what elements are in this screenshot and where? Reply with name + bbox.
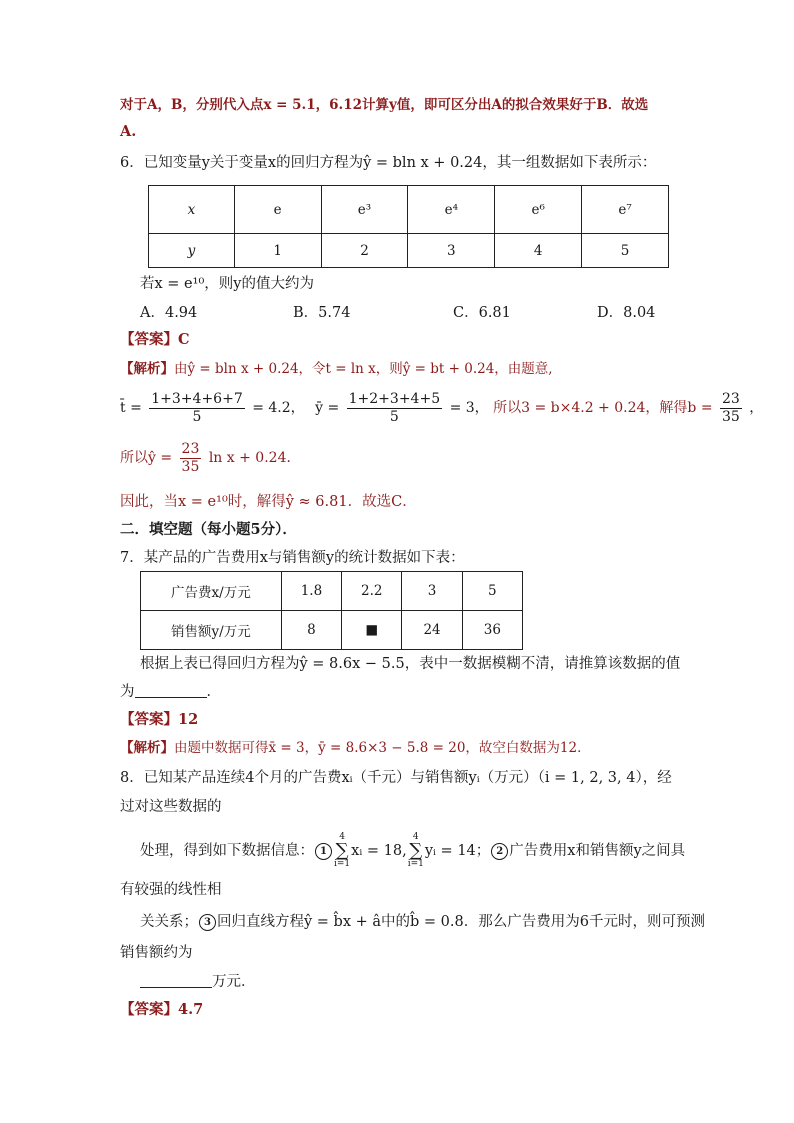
solve-text: 所以3 = b×4.2 + 0.24，解得b = xyxy=(493,400,713,416)
answer-tag: 【答案】 xyxy=(120,1001,178,1018)
ybar-label: ȳ = xyxy=(315,400,340,416)
analysis-tag: 【解析】 xyxy=(120,740,174,756)
q8-line2: 过对这些数据的 xyxy=(120,799,222,815)
q6-row-x xyxy=(149,186,669,234)
q7-stem: 7．某产品的广告费用x与销售额y的统计数据如下表： xyxy=(120,550,465,566)
q6-answer xyxy=(120,330,190,350)
q7-ad-cell: 1.8 xyxy=(281,572,341,611)
q7-row-ad xyxy=(141,572,523,611)
sum-x-expr: xᵢ = 18, xyxy=(351,843,407,859)
tbar-label: t̄ = xyxy=(120,400,142,416)
q6-y-cell: 1 xyxy=(234,234,321,268)
result-fraction xyxy=(180,441,202,476)
q7-answer xyxy=(120,710,198,730)
answer-value: 4.7 xyxy=(178,1001,204,1018)
q6-option-b: B．5.74 xyxy=(293,305,351,321)
q7-answer-blank xyxy=(135,683,207,698)
q7-text2 xyxy=(120,682,221,702)
section-title: 二．填空题（每小题5分）． xyxy=(120,521,297,538)
answer-value: 12 xyxy=(178,711,199,728)
q6-stem: 6．已知变量y关于变量x的回归方程为ŷ = bln x + 0.24，其一组数据如下表所示： xyxy=(120,155,657,171)
q7-text2-start: 为 xyxy=(120,684,135,700)
q6-x-cell: e⁷ xyxy=(582,186,669,234)
b-fraction xyxy=(720,391,742,426)
b-numerator: 23 xyxy=(722,390,740,407)
q6-x-cell: e³ xyxy=(321,186,408,234)
tbar-fraction xyxy=(149,391,244,426)
so-label: 所以ŷ = xyxy=(120,450,173,466)
q7-ad-cell: 2.2 xyxy=(342,572,402,611)
sum-lower: i=1 xyxy=(334,859,351,869)
q7-row-sales xyxy=(141,611,523,650)
sum-symbol: 4 ∑ i=1 xyxy=(407,832,424,869)
q6-row-y xyxy=(149,234,669,268)
answer-value: C xyxy=(178,331,190,348)
q7-sales-label: 销售额y/万元 xyxy=(141,611,282,650)
q8-line4: 有较强的线性相 xyxy=(120,882,222,898)
ybar-fraction xyxy=(347,391,442,426)
tbar-numerator: 1+3+4+6+7 xyxy=(151,390,243,407)
q7-sales-cell: 24 xyxy=(402,611,462,650)
q8-line3 xyxy=(140,833,685,869)
ybar-result: = 3， xyxy=(449,400,489,416)
sum-upper: 4 xyxy=(339,832,345,842)
prev-analysis-line1: 对于A，B，分别代入点x = 5.1，6.12计算y值，即可区分出A的拟合效果好于B．故选 xyxy=(120,97,649,113)
q8-line7-end: 万元． xyxy=(212,974,256,990)
q7-sales-cell: 8 xyxy=(281,611,341,650)
tbar-result: = 4.2， xyxy=(252,400,305,416)
q7-text1: 根据上表已得回归方程为ŷ = 8.6x − 5.5，表中一数据模糊不清，请推算该数据的值 xyxy=(140,656,681,672)
q7-text2-end: ． xyxy=(206,684,221,700)
tbar-denominator: 5 xyxy=(192,408,202,425)
answer-tag: 【答案】 xyxy=(120,711,178,728)
q8-answer xyxy=(120,1000,203,1020)
q7-ad-cell: 3 xyxy=(402,572,462,611)
q6-option-c: C．6.81 xyxy=(453,305,511,321)
circled-number-1: 1 xyxy=(315,843,332,860)
b-denominator: 35 xyxy=(722,408,740,425)
q6-result-line xyxy=(120,438,300,478)
prev-analysis-line2: A. xyxy=(120,123,137,140)
q6-data-table xyxy=(148,185,669,268)
sum-y-expr: yᵢ = 14； xyxy=(424,843,491,859)
q7-sales-cell: 36 xyxy=(462,611,522,650)
q6-option-d: D．8.04 xyxy=(597,305,656,321)
q6-y-cell: 2 xyxy=(321,234,408,268)
q8-answer-blank xyxy=(140,973,212,988)
sum-lower: i=1 xyxy=(407,859,424,869)
q8-line7 xyxy=(140,972,256,992)
analysis-text: 由ŷ = bln x + 0.24，令t = ln x，则ŷ = bt + 0.24，由题意, xyxy=(174,361,553,377)
q6-y-cell: 5 xyxy=(582,234,669,268)
q8-line3-end: 广告费用x和销售额y之间具 xyxy=(509,843,686,859)
so-end: ln x + 0.24． xyxy=(208,450,301,466)
q7-ad-label: 广告费x/万元 xyxy=(141,572,282,611)
q6-y-cell: 3 xyxy=(408,234,495,268)
q6-x-label: x xyxy=(149,186,235,234)
q8-line1: 8．已知某产品连续4个月的广告费xᵢ（千元）与销售额yᵢ（万元）（i = 1, 2, 3, 4），经 xyxy=(120,770,672,786)
result-denominator: 35 xyxy=(181,458,200,475)
q8-line5-start: 关关系； xyxy=(140,914,198,930)
circled-number-3: 3 xyxy=(199,914,216,931)
q8-line5-end: 回归直线方程ŷ = b̂x + â中的b̂ = 0.8．那么广告费用为6千元时，则可预测 xyxy=(217,914,705,930)
q8-line3-start: 处理，得到如下数据信息： xyxy=(140,843,314,859)
solve-end: ， xyxy=(749,400,764,416)
q6-y-cell: 4 xyxy=(495,234,582,268)
analysis-tag: 【解析】 xyxy=(120,361,174,377)
q7-ad-cell: 5 xyxy=(462,572,522,611)
q8-line5 xyxy=(140,912,705,932)
q7-sales-cell-blurred: ■ xyxy=(342,611,402,650)
answer-tag: 【答案】 xyxy=(120,331,178,348)
q6-analysis-line1 xyxy=(120,359,553,379)
q6-means-line xyxy=(120,388,763,428)
sum-upper: 4 xyxy=(412,832,419,842)
q8-line6: 销售额约为 xyxy=(120,945,193,961)
sum-symbol: 4 ∑ i=1 xyxy=(334,832,351,869)
q6-option-a: A．4.94 xyxy=(140,305,198,321)
result-numerator: 23 xyxy=(181,440,200,457)
q6-y-label: y xyxy=(149,234,235,268)
q6-ask: 若x = e¹⁰，则y的值大约为 xyxy=(140,276,314,292)
ybar-numerator: 1+2+3+4+5 xyxy=(348,390,441,407)
q7-analysis xyxy=(120,738,591,758)
circled-number-2: 2 xyxy=(491,843,508,860)
q6-x-cell: e⁴ xyxy=(408,186,495,234)
analysis-text: 由题中数据可得x̄ = 3，ȳ = 8.6×3 − 5.8 = 20，故空白数据为12． xyxy=(174,740,591,756)
q6-x-cell: e⁶ xyxy=(495,186,582,234)
ybar-denominator: 5 xyxy=(389,408,399,425)
q6-conclusion: 因此，当x = e¹⁰时，解得ŷ ≈ 6.81．故选C． xyxy=(120,494,417,510)
q7-data-table xyxy=(140,571,523,650)
q6-x-cell: e xyxy=(234,186,321,234)
